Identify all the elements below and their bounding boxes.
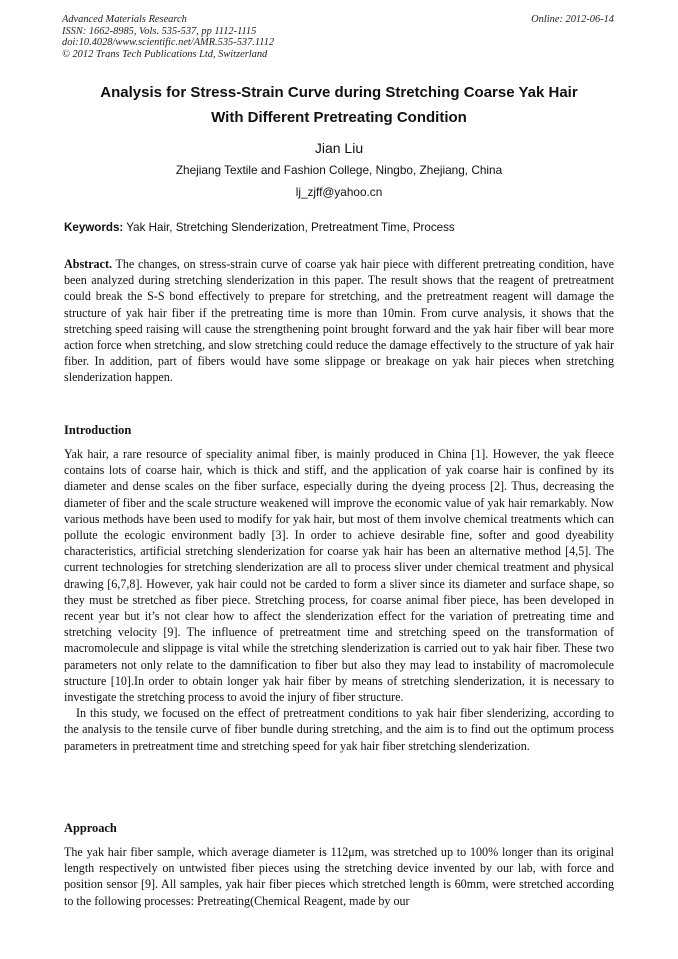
keywords-label: Keywords:: [64, 221, 124, 234]
keywords-text: Yak Hair, Stretching Slenderization, Pretreatment Time, Process: [123, 221, 455, 234]
approach-body: [64, 844, 614, 909]
online-date-text: Online: 2012-06-14: [531, 14, 614, 25]
section-heading-introduction: Introduction: [64, 423, 132, 437]
keywords: [64, 221, 616, 234]
title-line-2: With Different Pretreating Condition: [211, 109, 467, 126]
online-date: [531, 14, 614, 26]
abstract-label: Abstract.: [64, 257, 113, 271]
paper-title: [40, 80, 638, 130]
author-affiliation: Zhejiang Textile and Fashion College, Ningbo, Zhejiang, China: [175, 163, 503, 177]
approach-paragraph-1: The yak hair fiber sample, which average diameter is 112μm, was stretched up to 100% longer than its original length respectively on untwisted fiber pieces using the stretching device invented by our lab, with force and position sensor [9]. All samples, yak hair fiber pieces which stretched length is 60mm, were stretched according to the following processes: Pretreating(Chemical Reagent, made by our: [64, 845, 614, 908]
doi-line: doi:10.4028/www.scientific.net/AMR.535-537.1112: [62, 37, 275, 49]
copyright-line: © 2012 Trans Tech Publications Ltd, Switzerland: [62, 48, 268, 60]
section-heading-approach: Approach: [64, 821, 117, 835]
journal-name: Advanced Materials Research: [62, 14, 187, 25]
introduction-body: [64, 446, 614, 754]
intro-paragraph-2: In this study, we focused on the effect of pretreatment conditions to yak hair fiber slenderizing, according to the analysis to the tensile curve of fiber bundle during stretching, and the aim is to find out the optimum process parameters in pretreatment time and stretching speed for yak hair fiber stretching slenderization.: [64, 706, 614, 753]
author-name: Jian Liu: [314, 140, 364, 156]
intro-paragraph-1: Yak hair, a rare resource of speciality animal fiber, is mainly produced in China [1]. However, the yak fleece contains lots of coarse hair, which is thick and stiff, and the application of yak coarse hair is confined by its diameter and dense scales on the fiber surface, especially during the dyeing process [2]. Thus, decreasing the diameter of fiber and the scale structure weakened will improve the economic value of yak hair remarkably. Now various methods have been used to modify for yak hair, but most of them involve chemical treatments which can pollute the ecologic environment badly [3]. In order to achieve desirable fine, softer and good dyeability characteristics, artificial stretching slenderization for coarse yak hair has been an alternative method [4,5]. The current technologies for stretching slenderization are all to process sliver under chemical treatment and physical drawing [6,7,8]. However, yak hair could not be carded to form a sliver since its diameter and surface shape, so they must be stretched as fiber piece. Stretching process, for coarse animal fiber piece, has been developed in recent year but it’s not clear how to affect the slenderization effect for the variation of pretreating time and stretching velocity [9]. The influence of pretreatment time and stretching speed on the transformation of macromolecule and slippage is vital while the stretching slenderization is carried out to yak hair fiber. These two parameters not only relate to the damnification to fiber but also they may lead to instability of macromolecule structure [10].In order to obtain longer yak hair fiber by means of stretching slenderization, it is necessary to investigate the stretching process to avoid the injury of fiber structure.: [64, 447, 614, 705]
abstract-text: The changes, on stress-strain curve of coarse yak hair piece with different pretreating condition, have been analyzed during stretching slenderization in this paper. The result shows that the reagent of pretreatment could break the S-S bond effectively to prepare for stretching, and the pretreatment reagent will damage the structure of yak hair fiber if the pretreating time is more than 10min. From curve analysis, it shows that the stretching speed raising will cause the strengthening point brought forward and the yak hair fiber will bear more action force when stretching, and slow stretching could reduce the damage effectively to the structure of yak hair fiber. In addition, part of fibers would have some slippage or breakage on yak hair pieces when stretching slenderization happen.: [64, 257, 614, 385]
abstract: [64, 256, 614, 386]
author-email: lj_zjff@yahoo.cn: [295, 185, 383, 199]
journal-header: [62, 14, 274, 60]
title-line-1: Analysis for Stress-Strain Curve during Stretching Coarse Yak Hair: [100, 84, 578, 101]
issn-line: ISSN: 1662-8985, Vols. 535-537, pp 1112-1115: [62, 25, 257, 37]
